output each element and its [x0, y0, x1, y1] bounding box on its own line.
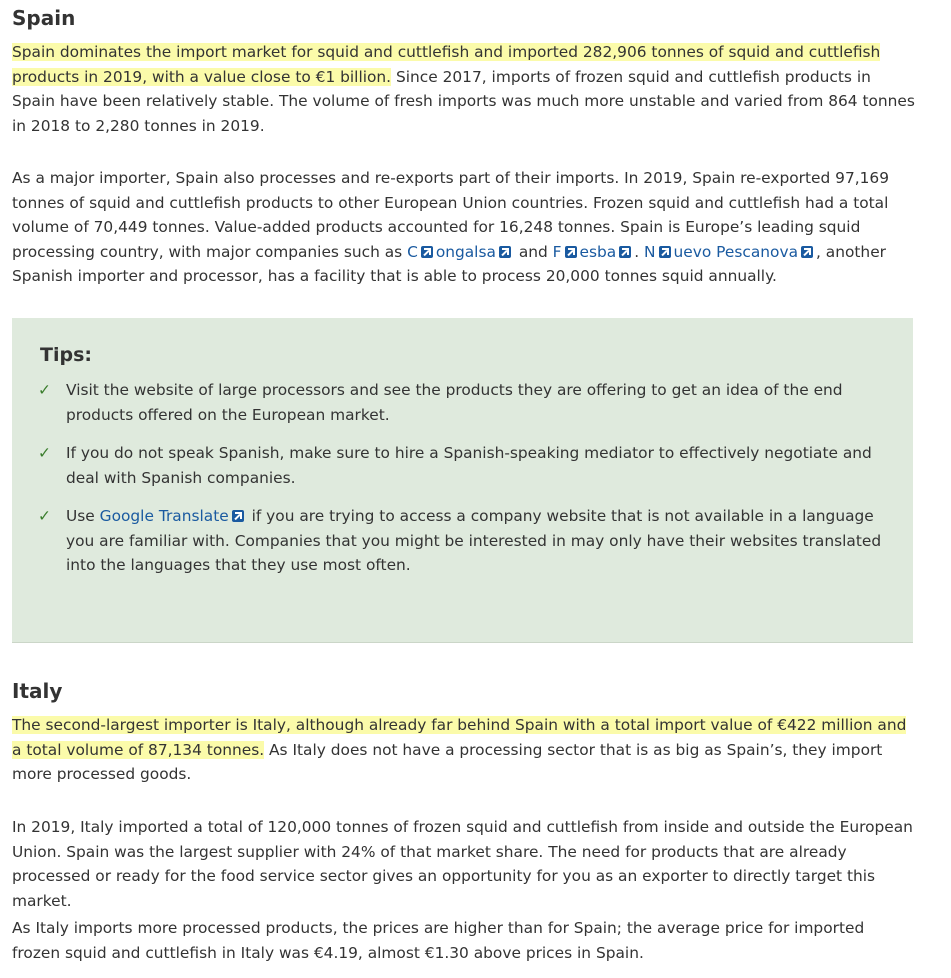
tips-title: Tips: — [40, 344, 92, 366]
spain-paragraph-2-end: , another Spanish importer and processor, has a facility that is able to process 20,000 tonnes squid annually. — [12, 242, 886, 286]
italy-heading: Italy — [12, 679, 63, 703]
link-nuevo-pescanova[interactable] — [644, 243, 816, 261]
external-link-icon — [499, 246, 511, 258]
dot-text: . — [634, 242, 645, 261]
checkmark-icon: ✓ — [38, 381, 51, 399]
external-link-icon — [421, 246, 433, 258]
tip-text-1: Visit the website of large processors and see the products they are offering to get an idea of the end products offered on the European market. — [66, 381, 843, 424]
link-google-translate-label[interactable]: Google Translate — [99, 507, 229, 525]
link-congalsa-part1[interactable]: C — [407, 242, 418, 261]
checkmark-icon: ✓ — [38, 507, 51, 525]
italy-highlight: The second-largest importer is Italy, although already far behind Spain with a total import value of €422 million and a total volume of 87,134 tonnes. — [12, 716, 907, 759]
tip-3-pre: Use — [66, 507, 100, 525]
spain-paragraph-1 — [12, 40, 917, 138]
spain-highlight: Spain dominates the import market for squid and cuttlefish and imported 282,906 tonnes of squid and cuttlefish products in 2019, with a value close to €1 billion. — [12, 43, 881, 86]
and-text: and — [513, 242, 553, 261]
external-link-icon — [801, 246, 813, 258]
tip-3-post: if you are trying to access a company website that is not available in a language you are familiar with. Companies that you might be interested in may only have their websites translated into the languages that they use most often. — [66, 507, 882, 575]
spain-paragraph-2 — [12, 166, 917, 289]
tip-text-3 — [66, 504, 888, 578]
tips-box — [12, 318, 913, 643]
link-congalsa-part2[interactable]: ongalsa — [435, 242, 496, 261]
link-pescanova-part1[interactable]: N — [644, 242, 656, 261]
italy-paragraph-3: As Italy imports more processed products, the prices are higher than for Spain; the average price for imported frozen squid and cuttlefish in Italy was €4.19, almost €1.30 above prices in Spain. — [12, 919, 865, 962]
link-pescanova-part2[interactable]: uevo Pescanova — [673, 242, 799, 261]
spain-paragraph-1-rest: Since 2017, imports of frozen squid and cuttlefish products in Spain have been relatively stable. The volume of fresh imports was much more unstable and varied from 864 tonnes in 2018 to 2,280 tonnes in 2019. — [12, 67, 915, 135]
external-link-icon — [659, 246, 671, 258]
tip-text-2: If you do not speak Spanish, make sure to hire a Spanish-speaking mediator to effectively negotiate and deal with Spanish companies. — [66, 444, 872, 487]
spain-heading: Spain — [12, 6, 76, 30]
link-fesba[interactable] — [553, 243, 635, 261]
tip-item-3 — [38, 504, 888, 578]
italy-paragraph-1 — [12, 713, 917, 787]
tip-item-1 — [38, 378, 888, 427]
external-link-icon — [619, 246, 631, 258]
link-fesba-part1[interactable]: F — [552, 242, 562, 261]
tip-item-2 — [38, 441, 888, 490]
italy-paragraph-2: In 2019, Italy imported a total of 120,000 tonnes of frozen squid and cuttlefish from inside and outside the European Union. Spain was the largest supplier with 24% of that market share. The need for products that are already processed or ready for the food service sector gives an opportunity for you as an exporter to directly target this market. — [12, 818, 913, 910]
link-fesba-part2[interactable]: esba — [579, 242, 617, 261]
link-congalsa[interactable] — [407, 243, 514, 261]
spain-paragraph-2-start: As a major importer, Spain also processes and re-exports part of their imports. In 2019, Spain re-exported 97,169 tonnes of squid and cuttlefish products to other European Union countries. Frozen squid and cuttlefish had a total volume of 70,449 tonnes. Value-added products accounted for 16,248 tonnes. Spain is Europe’s leading squid processing country, with major companies such as — [12, 169, 890, 261]
link-google-translate[interactable] — [100, 507, 247, 525]
external-link-icon — [232, 510, 244, 522]
external-link-icon — [565, 246, 577, 258]
checkmark-icon: ✓ — [38, 444, 51, 462]
italy-paragraph-1-rest: As Italy does not have a processing sector that is as big as Spain’s, they import more processed goods. — [12, 740, 883, 784]
